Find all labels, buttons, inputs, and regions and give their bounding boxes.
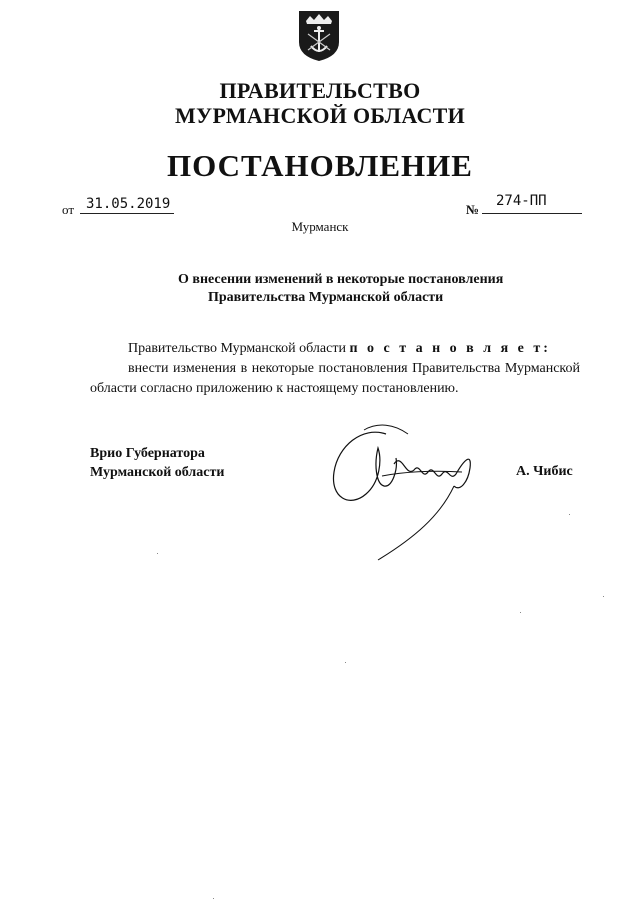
scan-speck <box>603 596 604 597</box>
government-title: ПРАВИТЕЛЬСТВО <box>219 78 421 103</box>
document-body <box>90 339 580 399</box>
scan-speck <box>569 514 570 515</box>
signer-position-line-1: Врио Губернатора <box>90 446 205 461</box>
signer-name: А. Чибис <box>516 464 573 479</box>
body-intro <box>90 339 580 359</box>
body-paragraph: внести изменения в некоторые постановления Правительства Мурманской области согласно приложению к настоящему постановлению. <box>90 361 580 396</box>
handwritten-signature <box>322 420 492 565</box>
document-type-heading: ПОСТАНОВЛЕНИЕ <box>167 148 473 183</box>
subject-line-2: Правительства Мурманской области <box>208 290 444 305</box>
document-subject <box>178 271 538 307</box>
coat-of-arms-icon <box>298 10 340 62</box>
decree-word: п о с т а н о в л я е т: <box>349 341 551 356</box>
subject-line-1: О внесении изменений в некоторые постановления <box>178 272 504 287</box>
document-number: 274-ПП <box>496 193 547 209</box>
document-date: 31.05.2019 <box>86 196 171 212</box>
date-label: от <box>62 202 75 217</box>
scan-speck <box>213 898 214 899</box>
region-title: МУРМАНСКОЙ ОБЛАСТИ <box>174 103 466 128</box>
scan-speck <box>520 612 521 613</box>
number-label: № <box>466 202 480 217</box>
signer-position-line-2: Мурманской области <box>90 465 225 480</box>
intro-prefix: Правительство Мурманской области <box>128 341 346 356</box>
number-underline <box>482 213 582 214</box>
signer-position <box>90 444 224 482</box>
date-underline <box>80 213 174 214</box>
city-name: Мурманск <box>291 219 349 234</box>
scan-speck <box>345 662 346 663</box>
scan-speck <box>157 553 158 554</box>
